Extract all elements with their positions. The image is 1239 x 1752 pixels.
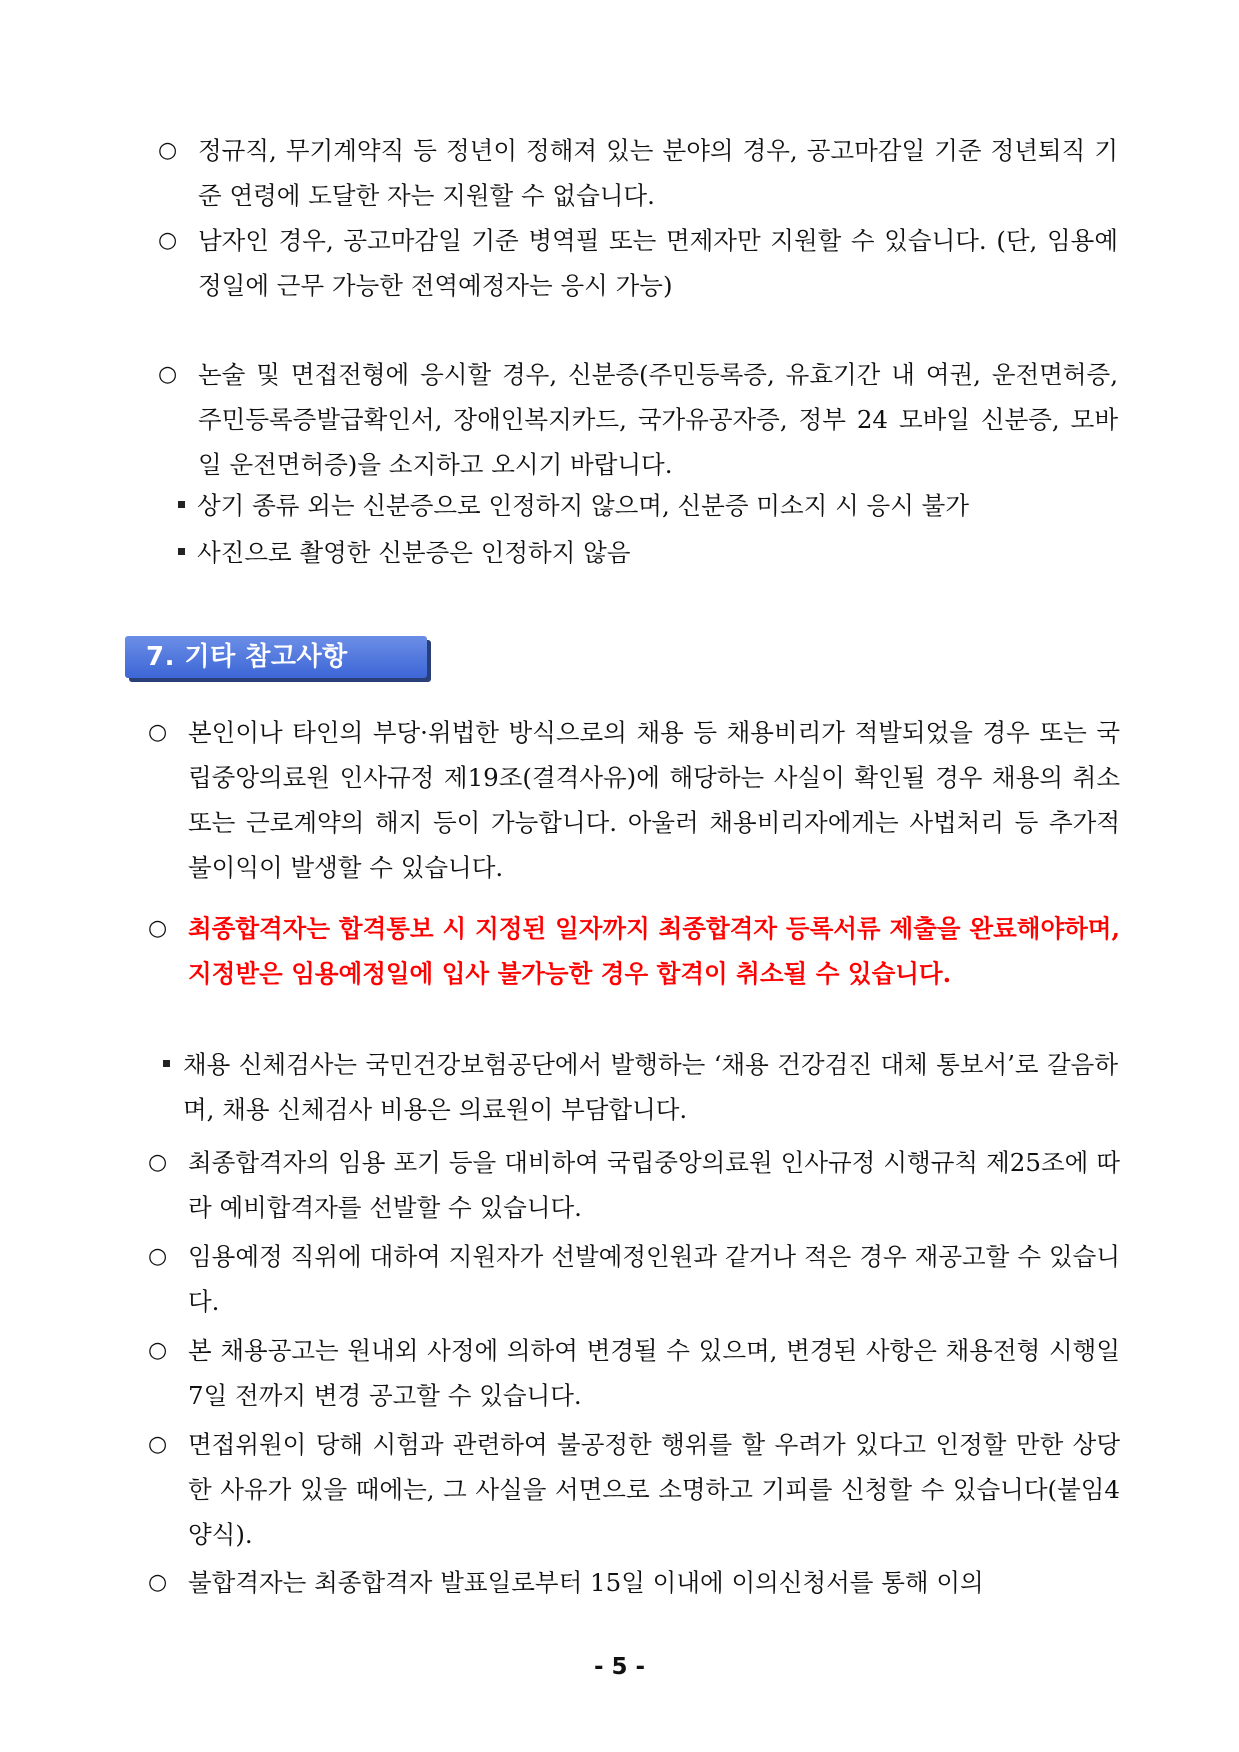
- sub-item-text: 상기 종류 외는 신분증으로 인정하지 않으며, 신분증 미소지 시 응시 불가: [197, 491, 970, 520]
- circle-bullet-icon: ○: [148, 1244, 168, 1269]
- circle-bullet-icon: ○: [148, 720, 168, 745]
- notice-text: 불합격자는 최종합격자 발표일로부터 15일 이내에 이의신청서를 통해 이의: [188, 1568, 984, 1597]
- sub-item-photo-id: [178, 530, 631, 575]
- notice-item-hiring-irregularity: [148, 710, 1120, 890]
- notice-item-final-documents: [148, 906, 1120, 996]
- square-bullet-icon: [178, 548, 185, 555]
- notice-text: 임용예정 직위에 대하여 지원자가 선발예정인원과 같거나 적은 경우 재공고할 수 있습니다.: [188, 1242, 1120, 1316]
- notice-text: 논술 및 면접전형에 응시할 경우, 신분증(주민등록증, 유효기간 내 여권, 운전면허증, 주민등록증발급확인서, 장애인복지카드, 국가유공자증, 정부 24 모바일 신분증, 모바일 운전면허증)을 소지하고 오시기 바랍니다.: [198, 360, 1118, 479]
- notice-item-id-card: [158, 352, 1118, 487]
- circle-bullet-icon: ○: [148, 916, 168, 941]
- circle-bullet-icon: ○: [158, 138, 178, 163]
- circle-bullet-icon: ○: [148, 1432, 168, 1457]
- notice-text: 최종합격자의 임용 포기 등을 대비하여 국립중앙의료원 인사규정 시행규칙 제25조에 따라 예비합격자를 선발할 수 있습니다.: [188, 1148, 1120, 1222]
- notice-item-interviewer-recusal: [148, 1422, 1120, 1557]
- section-header: [125, 636, 431, 682]
- notice-item-reserve-candidates: [148, 1140, 1120, 1230]
- sub-item-text: 사진으로 촬영한 신분증은 인정하지 않음: [197, 538, 631, 567]
- notice-item-retirement-age: [158, 128, 1118, 218]
- notice-text: 정규직, 무기계약직 등 정년이 정해져 있는 분야의 경우, 공고마감일 기준 정년퇴직 기준 연령에 도달한 자는 지원할 수 없습니다.: [198, 136, 1118, 210]
- circle-bullet-icon: ○: [158, 228, 178, 253]
- notice-text-highlight: 최종합격자는 합격통보 시 지정된 일자까지 최종합격자 등록서류 제출을 완료해야하며, 지정받은 임용예정일에 입사 불가능한 경우 합격이 취소될 수 있습니다.: [188, 914, 1120, 988]
- square-bullet-icon: [163, 1060, 170, 1067]
- notice-text: 면접위원이 당해 시험과 관련하여 불공정한 행위를 할 우려가 있다고 인정할 만한 상당한 사유가 있을 때에는, 그 사실을 서면으로 소명하고 기피를 신청할 수 있습니다(붙임4 양식).: [188, 1430, 1120, 1549]
- page-number: - 5 -: [593, 1654, 646, 1680]
- circle-bullet-icon: ○: [148, 1150, 168, 1175]
- sub-item-health-check: [163, 1042, 1118, 1132]
- sub-item-text: 채용 신체검사는 국민건강보험공단에서 발행하는 ‘채용 건강검진 대체 통보서’로 갈음하며, 채용 신체검사 비용은 의료원이 부담합니다.: [183, 1050, 1118, 1124]
- notice-item-re-announcement: [148, 1234, 1120, 1324]
- circle-bullet-icon: ○: [158, 362, 178, 387]
- circle-bullet-icon: ○: [148, 1338, 168, 1363]
- section-title: 7. 기타 참고사항: [146, 642, 348, 672]
- notice-item-announcement-change: [148, 1328, 1120, 1418]
- circle-bullet-icon: ○: [148, 1570, 168, 1595]
- square-bullet-icon: [178, 501, 185, 508]
- notice-text: 본 채용공고는 원내외 사정에 의하여 변경될 수 있으며, 변경된 사항은 채용전형 시행일 7일 전까지 변경 공고할 수 있습니다.: [188, 1336, 1120, 1410]
- notice-item-military-service: [158, 218, 1118, 308]
- notice-text: 본인이나 타인의 부당·위법한 방식으로의 채용 등 채용비리가 적발되었을 경우 또는 국립중앙의료원 인사규정 제19조(결격사유)에 해당하는 사실이 확인될 경우 채용의 취소 또는 근로계약의 해지 등이 가능합니다. 아울러 채용비리자에게는 사법처리 등 추가적 불이익이 발생할 수 있습니다.: [188, 718, 1120, 882]
- notice-text: 남자인 경우, 공고마감일 기준 병역필 또는 면제자만 지원할 수 있습니다. (단, 임용예정일에 근무 가능한 전역예정자는 응시 가능): [198, 226, 1118, 300]
- notice-item-objection: [148, 1560, 1120, 1605]
- sub-item-id-types: [178, 483, 969, 528]
